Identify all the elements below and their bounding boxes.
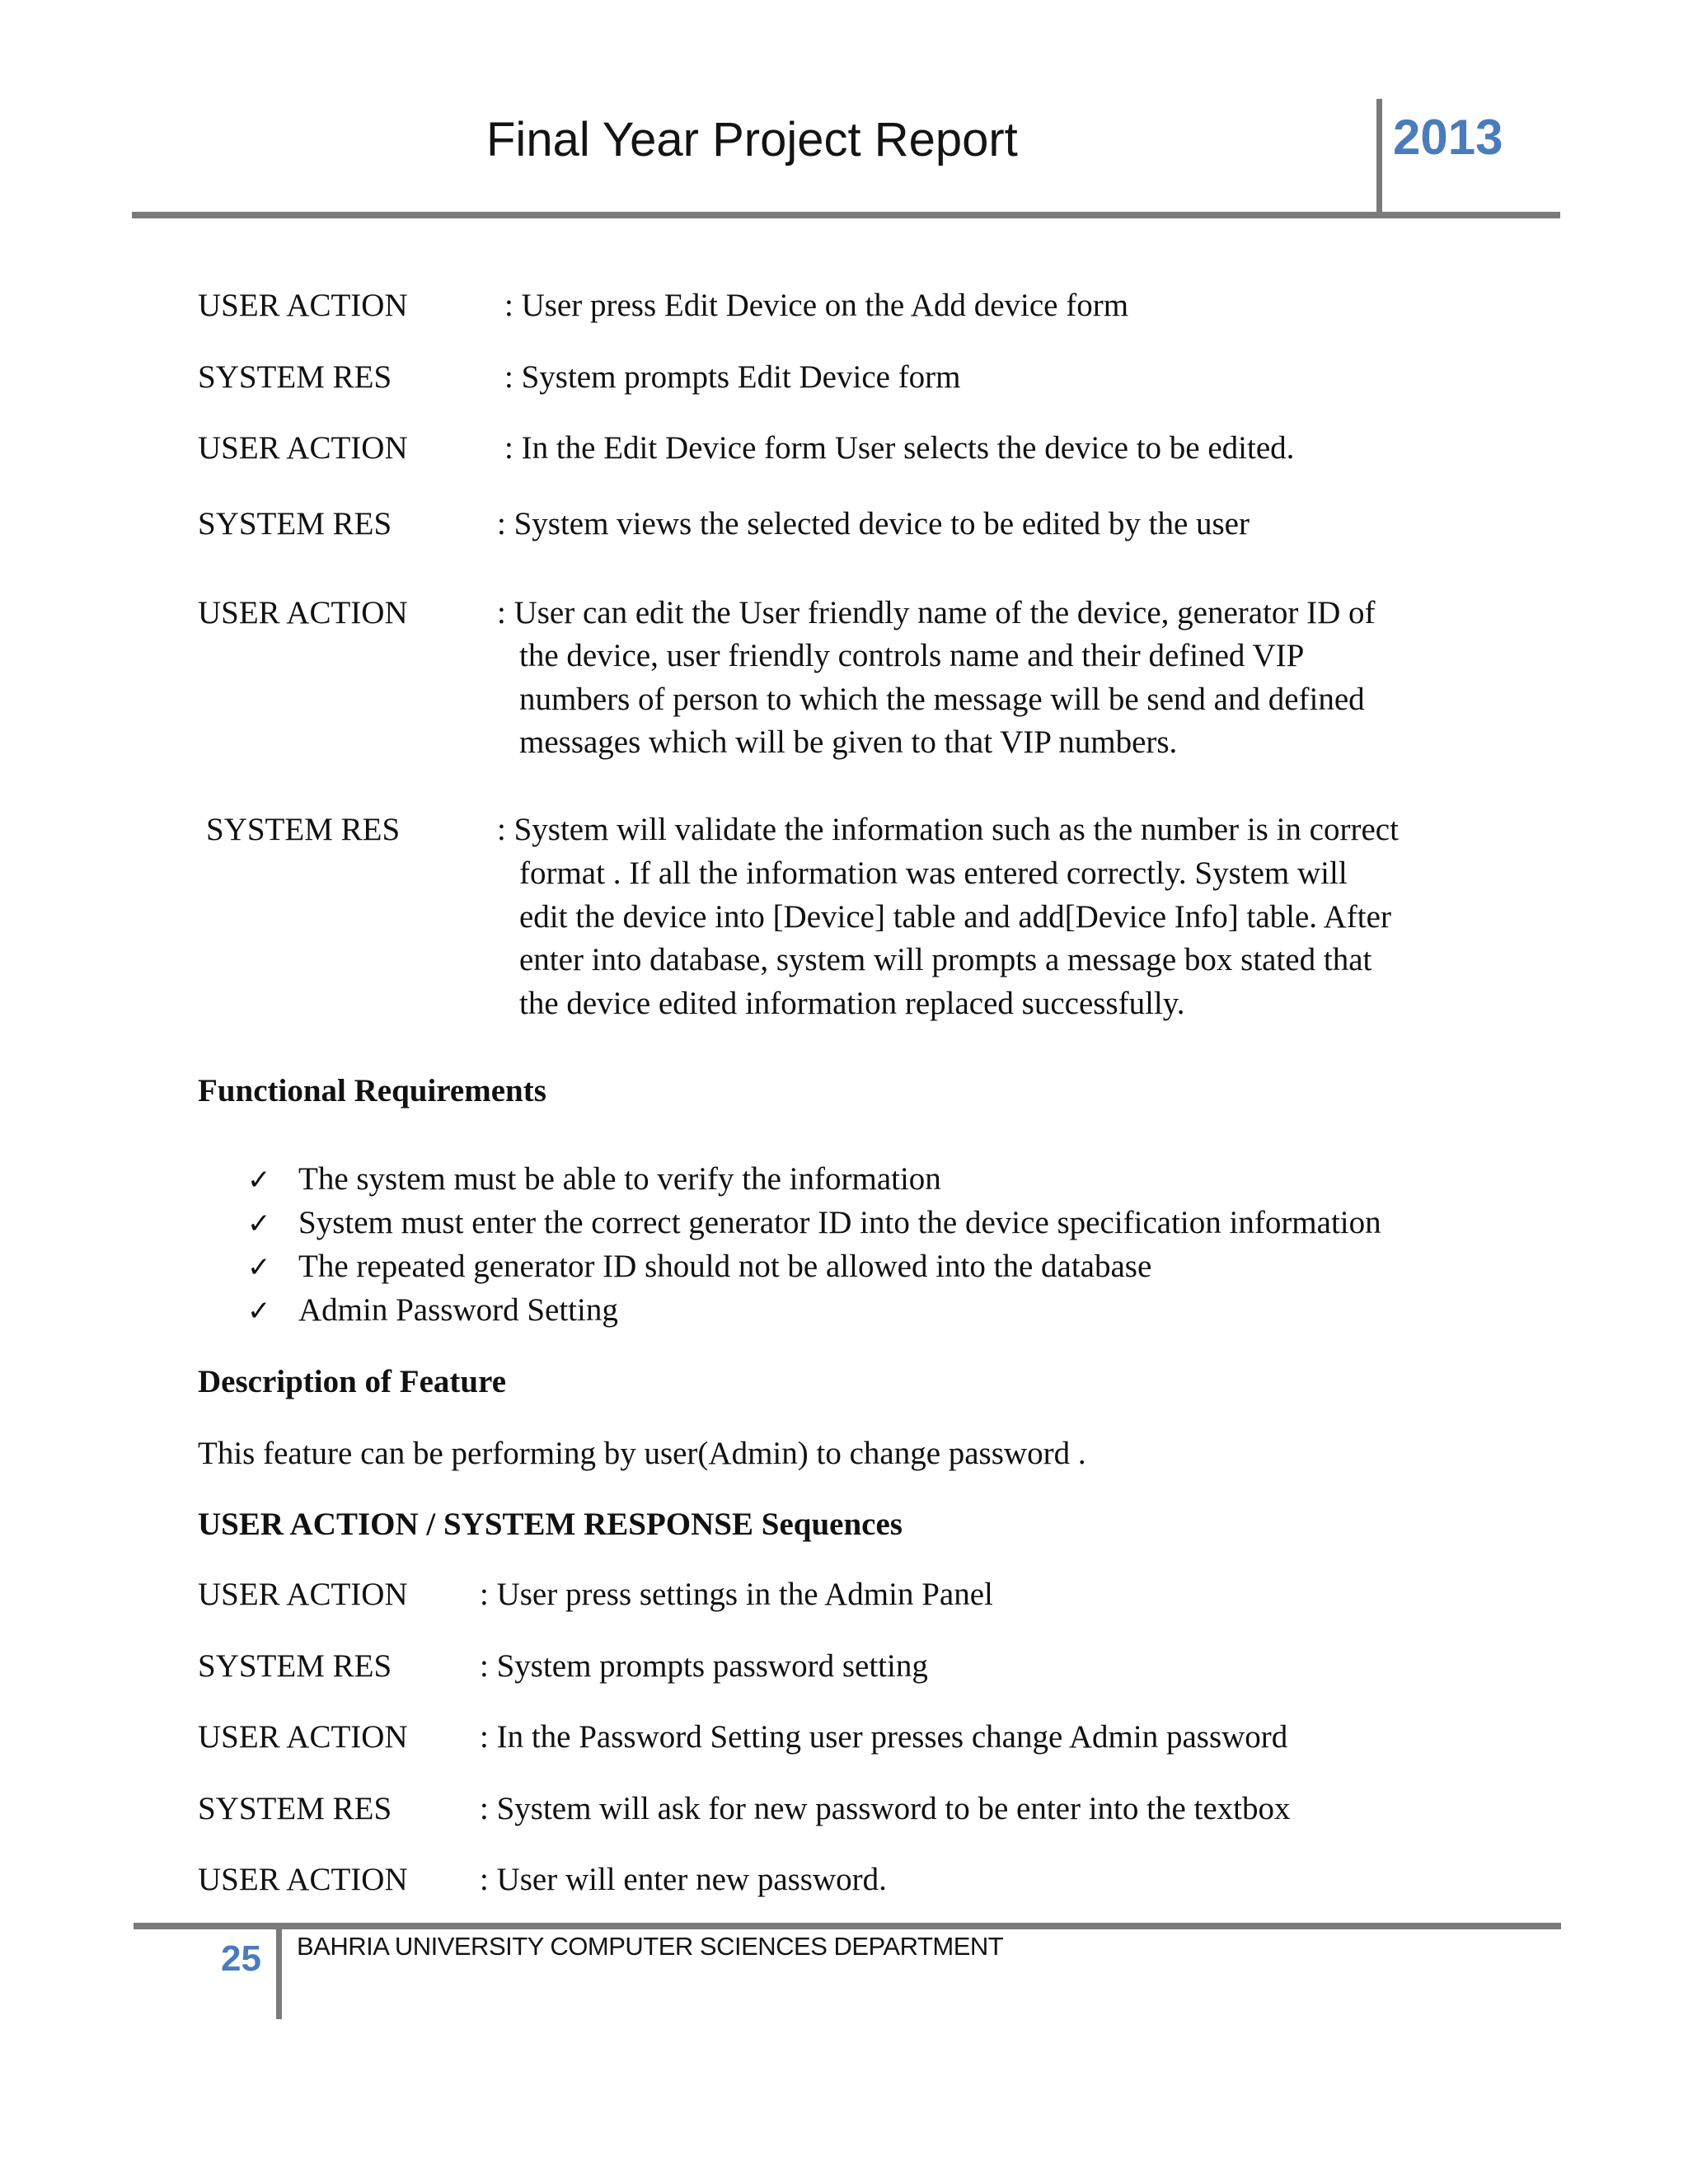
seq2-label-5: USER ACTION — [198, 1862, 408, 1897]
seq1-label-1: USER ACTION — [198, 288, 408, 323]
seq2-label-3: USER ACTION — [198, 1719, 408, 1755]
seq1-text-4: : System views the selected device to be edited by the user — [497, 506, 1250, 541]
seq2-text-2: : System prompts password setting — [480, 1648, 928, 1684]
seq2-label-2: SYSTEM RES — [198, 1648, 392, 1684]
list-item: ✓ System must enter the correct generator ID into the device specification information — [247, 1201, 1381, 1246]
seq1-text-6-line-5: the device edited information replaced successfully. — [519, 986, 1185, 1021]
seq2-label-1: USER ACTION — [198, 1577, 408, 1612]
seq1-label-5: USER ACTION — [198, 595, 408, 630]
header-divider — [1376, 99, 1382, 214]
header-rule — [132, 212, 1560, 218]
seq2-text-4: : System will ask for new password to be enter into the textbox — [480, 1791, 1291, 1826]
seq1-text-5-line-3: numbers of person to which the message will be send and defined — [519, 682, 1365, 717]
checkmark-icon: ✓ — [247, 1295, 271, 1328]
footer-divider — [276, 1927, 282, 2019]
seq1-text-3: : In the Edit Device form User selects the device to be edited. — [504, 430, 1295, 466]
header-year: 2013 — [1393, 110, 1503, 165]
seq1-text-6-line-4: enter into database, system will prompts a message box stated that — [519, 942, 1372, 977]
seq1-text-6-line-3: edit the device into [Device] table and add[Device Info] table. After — [519, 899, 1391, 935]
page-title: Final Year Project Report — [486, 113, 1018, 166]
seq1-label-4: SYSTEM RES — [198, 506, 392, 541]
seq1-label-6: SYSTEM RES — [206, 812, 401, 847]
footer-department: BAHRIA UNIVERSITY COMPUTER SCIENCES DEPARTMENT — [297, 1932, 1004, 1961]
seq1-text-6-line-1: : System will validate the information such as the number is in correct — [497, 812, 1399, 847]
footer-rule — [134, 1923, 1561, 1929]
list-item: ✓ The repeated generator ID should not be allowed into the database — [247, 1244, 1151, 1290]
seq1-text-5-line-2: the device, user friendly controls name and their defined VIP — [519, 638, 1305, 673]
seq1-text-5-line-1: : User can edit the User friendly name of the device, generator ID of — [497, 595, 1376, 630]
seq1-text-5-line-4: messages which will be given to that VIP numbers. — [519, 724, 1178, 760]
seq2-label-4: SYSTEM RES — [198, 1791, 392, 1826]
checkmark-icon: ✓ — [247, 1207, 271, 1240]
checkmark-icon: ✓ — [247, 1251, 271, 1284]
seq1-text-1: : User press Edit Device on the Add device form — [504, 288, 1129, 323]
seq1-label-2: SYSTEM RES — [198, 359, 392, 395]
seq1-label-3: USER ACTION — [198, 430, 408, 466]
sequences-heading: USER ACTION / SYSTEM RESPONSE Sequences — [198, 1507, 903, 1542]
seq2-text-5: : User will enter new password. — [480, 1862, 887, 1897]
checkmark-icon: ✓ — [247, 1164, 271, 1197]
list-item: ✓ Admin Password Setting — [247, 1288, 618, 1333]
seq1-text-6-line-2: format . If all the information was entered correctly. System will — [519, 855, 1348, 891]
page-number: 25 — [221, 1938, 261, 1979]
description-heading: Description of Feature — [198, 1364, 507, 1399]
list-item: ✓ The system must be able to verify the information — [247, 1157, 941, 1202]
description-text: This feature can be performing by user(Admin) to change password . — [198, 1436, 1086, 1471]
seq2-text-1: : User press settings in the Admin Panel — [480, 1577, 993, 1612]
seq2-text-3: : In the Password Setting user presses change Admin password — [480, 1719, 1288, 1755]
functional-heading: Functional Requirements — [198, 1073, 546, 1108]
seq1-text-2: : System prompts Edit Device form — [504, 359, 961, 395]
